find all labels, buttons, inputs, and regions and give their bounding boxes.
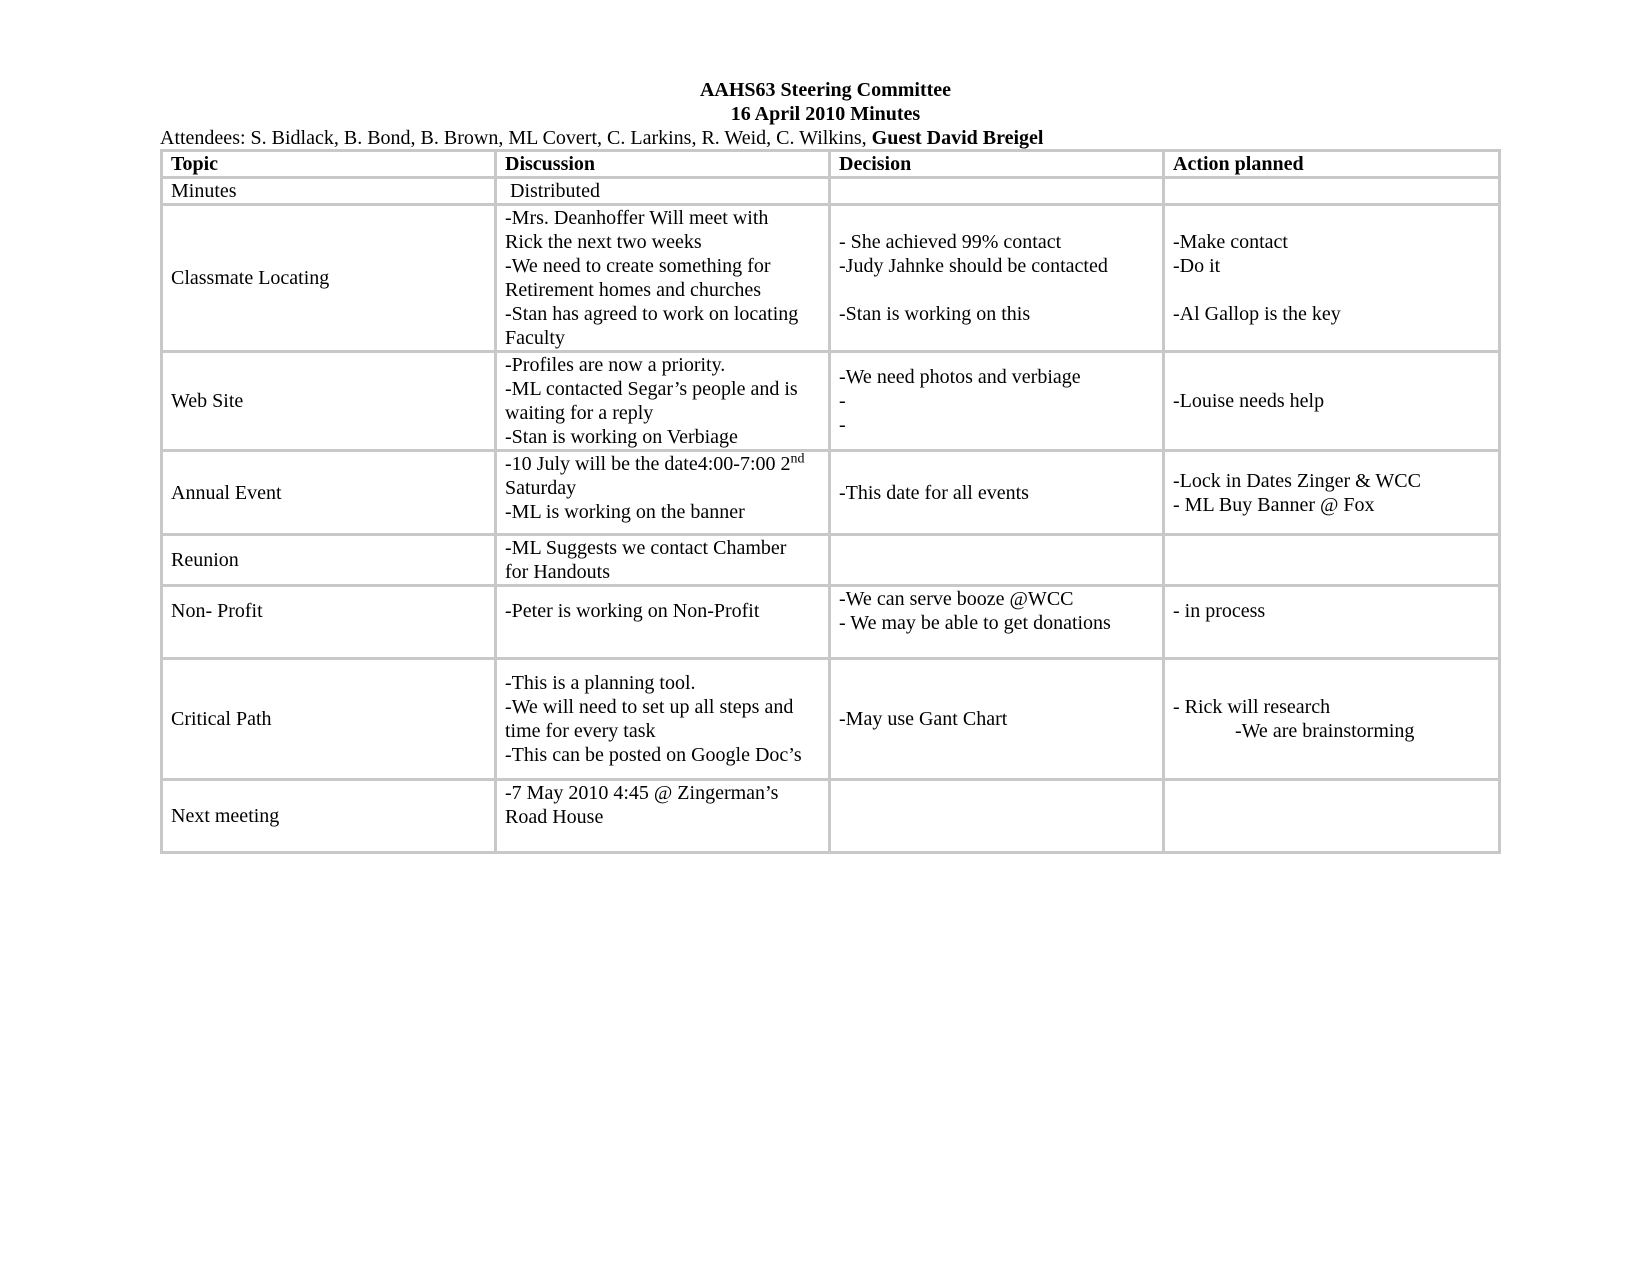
topic-text: Non- Profit: [171, 600, 263, 622]
cell-decision: [830, 586, 1164, 659]
discussion-line: for Handouts: [505, 561, 610, 583]
decision-line: -: [839, 414, 846, 436]
discussion-line: -ML contacted Segar’s people and is: [505, 378, 798, 400]
decision-spacer: [839, 278, 1154, 302]
discussion-line: -Mrs. Deanhoffer Will meet with: [505, 207, 769, 229]
cell-discussion: [496, 780, 830, 853]
table-row: [162, 205, 1500, 352]
cell-discussion: [496, 352, 830, 451]
cell-topic: [162, 178, 496, 205]
discussion-line: Distributed: [505, 180, 600, 202]
discussion-line: -Profiles are now a priority.: [505, 354, 726, 376]
table-row: [162, 451, 1500, 535]
cell-topic: [162, 352, 496, 451]
cell-action: [1164, 205, 1500, 352]
cell-action: [1164, 780, 1500, 853]
action-line: -Do it: [1173, 255, 1221, 277]
table-row: [162, 535, 1500, 586]
discussion-line: -Stan has agreed to work on locating: [505, 303, 799, 325]
decision-line: -Judy Jahnke should be contacted: [839, 255, 1108, 277]
attendees-line: [160, 126, 1044, 150]
cell-action: [1164, 451, 1500, 535]
discussion-line: -Peter is working on Non-Profit: [505, 600, 760, 622]
cell-decision: [830, 352, 1164, 451]
header-topic: Topic: [162, 151, 496, 178]
action-line: -Al Gallop is the key: [1173, 303, 1341, 325]
cell-topic: [162, 780, 496, 853]
cell-action: [1164, 586, 1500, 659]
table-header-row: [162, 151, 1500, 178]
header-action-planned: Action planned: [1164, 151, 1500, 178]
topic-text: Web Site: [171, 390, 244, 412]
cell-discussion: [496, 535, 830, 586]
discussion-line: -ML is working on the banner: [505, 501, 745, 523]
discussion-text: -10 July will be the date4:00-7:00 2: [505, 453, 791, 475]
table-row: [162, 586, 1500, 659]
decision-line: - She achieved 99% contact: [839, 231, 1062, 253]
discussion-line: Road House: [505, 806, 604, 828]
cell-topic: [162, 586, 496, 659]
cell-decision: [830, 178, 1164, 205]
discussion-line: -ML Suggests we contact Chamber: [505, 537, 787, 559]
cell-discussion: [496, 451, 830, 535]
decision-line: -We need photos and verbiage: [839, 366, 1081, 388]
discussion-line: Rick the next two weeks: [505, 231, 702, 253]
cell-topic: [162, 659, 496, 780]
cell-action: [1164, 352, 1500, 451]
cell-decision: [830, 780, 1164, 853]
cell-topic: [162, 205, 496, 352]
cell-discussion: [496, 205, 830, 352]
discussion-line: -We will need to set up all steps and: [505, 696, 794, 718]
discussion-line: -This can be posted on Google Doc’s: [505, 744, 802, 766]
decision-line: -This date for all events: [839, 481, 1029, 504]
action-line: - Rick will research: [1173, 696, 1331, 718]
discussion-line: -This is a planning tool.: [505, 672, 696, 694]
discussion-line: Faculty: [505, 327, 565, 349]
discussion-line: waiting for a reply: [505, 402, 654, 424]
header-decision: Decision: [830, 151, 1164, 178]
cell-action: [1164, 178, 1500, 205]
decision-line: - We may be able to get donations: [839, 612, 1111, 634]
cell-action: [1164, 535, 1500, 586]
action-spacer: [1173, 278, 1490, 302]
action-line: -Make contact: [1173, 231, 1288, 253]
cell-decision: [830, 205, 1164, 352]
decision-line: -May use Gant Chart: [839, 708, 1008, 730]
decision-line: -Stan is working on this: [839, 303, 1031, 325]
header-discussion: Discussion: [496, 151, 830, 178]
topic-text: Next meeting: [171, 805, 280, 827]
cell-topic: [162, 451, 496, 535]
attendees-list: Attendees: S. Bidlack, B. Bond, B. Brown, ML Covert, C. Larkins, R. Weid, C. Wilkins,: [160, 127, 867, 149]
discussion-line: Saturday: [505, 477, 577, 499]
action-line: - ML Buy Banner @ Fox: [1173, 493, 1375, 516]
ordinal-suffix: nd: [790, 451, 805, 467]
discussion-line: [505, 452, 820, 476]
document-subtitle: 16 April 2010 Minutes: [730, 103, 921, 125]
topic-text: Annual Event: [171, 481, 282, 504]
discussion-line: Retirement homes and churches: [505, 279, 762, 301]
table-row: [162, 659, 1500, 780]
decision-line: -We can serve booze @WCC: [839, 588, 1074, 610]
decision-line: -: [839, 390, 846, 412]
document-title: AAHS63 Steering Committee: [699, 79, 952, 101]
attendees-guest: Guest David Breigel: [871, 127, 1044, 149]
minutes-table: [160, 149, 1501, 854]
discussion-line: time for every task: [505, 720, 656, 742]
action-line: - in process: [1173, 600, 1266, 622]
cell-topic: [162, 535, 496, 586]
discussion-line: -7 May 2010 4:45 @ Zingerman’s: [505, 782, 779, 804]
action-line: -Louise needs help: [1173, 390, 1325, 412]
table-row: [162, 780, 1500, 853]
topic-text: Classmate Locating: [171, 267, 330, 289]
discussion-line: -We need to create something for: [505, 255, 771, 277]
topic-text: Minutes: [171, 180, 237, 202]
topic-text: Critical Path: [171, 708, 272, 730]
table-row: [162, 352, 1500, 451]
action-line: -Lock in Dates Zinger & WCC: [1173, 469, 1421, 492]
topic-text: Reunion: [171, 549, 239, 571]
cell-action: [1164, 659, 1500, 780]
action-line: -We are brainstorming: [1235, 720, 1415, 742]
cell-discussion: [496, 178, 830, 205]
cell-decision: [830, 535, 1164, 586]
discussion-line: -Stan is working on Verbiage: [505, 426, 738, 448]
cell-decision: [830, 659, 1164, 780]
cell-decision: [830, 451, 1164, 535]
cell-discussion: [496, 659, 830, 780]
cell-discussion: [496, 586, 830, 659]
table-row: [162, 178, 1500, 205]
